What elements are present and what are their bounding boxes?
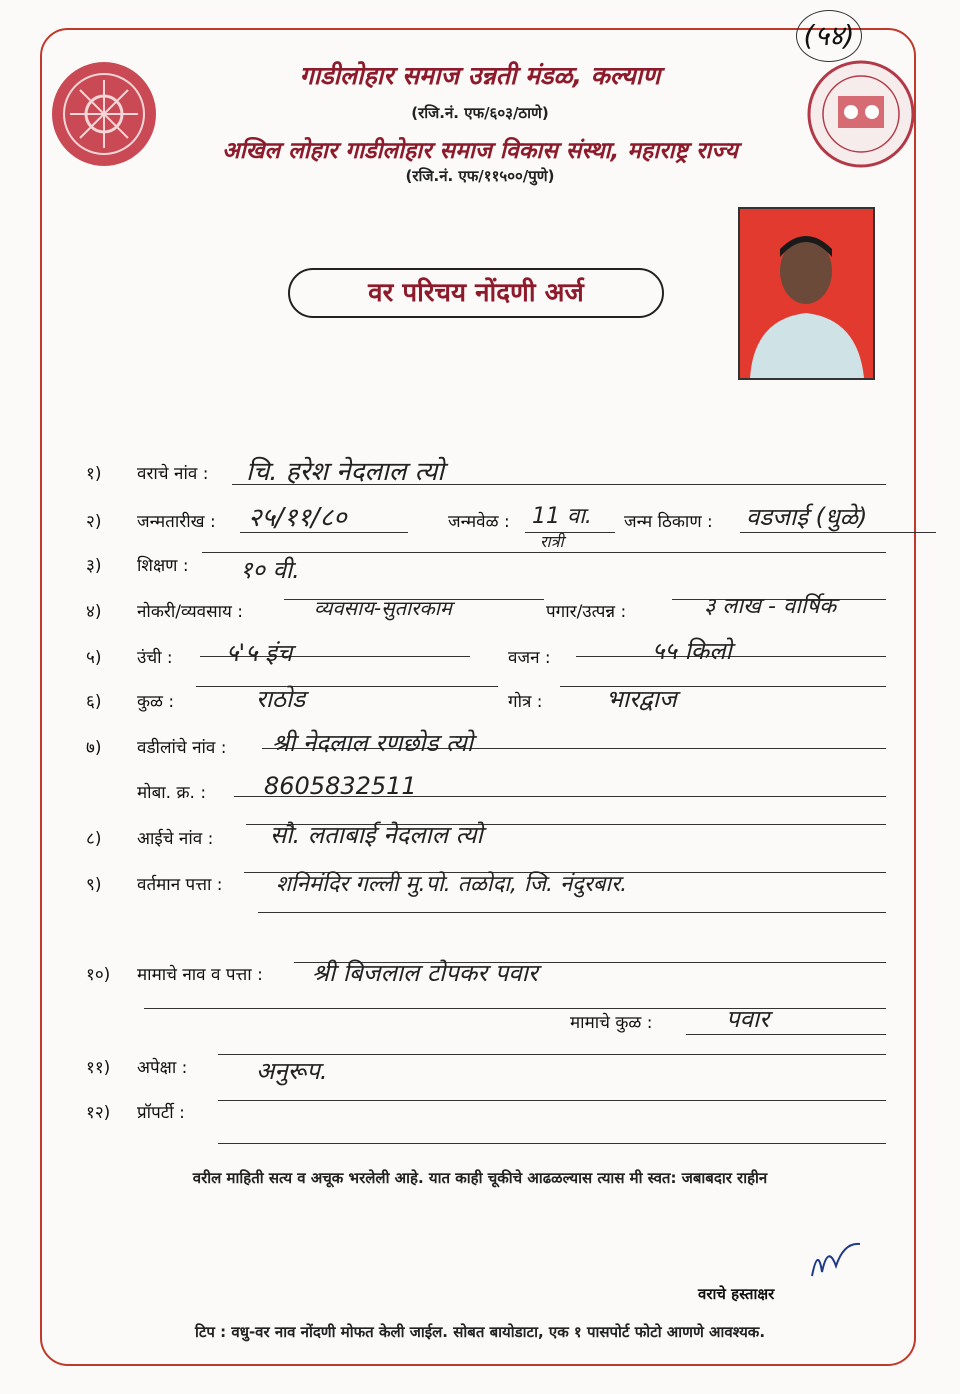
field-4-number: ४) <box>86 602 102 622</box>
birth-place-value: वडजाई (धुळे) <box>746 503 868 531</box>
field-1-number: १) <box>86 464 102 484</box>
birth-date-value: २५/११/८० <box>248 503 347 533</box>
form-title: वर परिचय नोंदणी अर्ज <box>288 268 664 318</box>
field-1-label: वराचे नांव : <box>137 464 209 484</box>
signature-label: वराचे हस्ताक्षर <box>698 1285 775 1303</box>
footer-note: टिप : वधु-वर नाव नोंदणी मोफत केली जाईल. सोबत बायोडाटा, एक १ पासपोर्ट फोटो आणणे आवश्यक. <box>194 1323 766 1341</box>
field-12-line <box>218 1100 886 1101</box>
org-title: गाडीलोहार समाज उन्नती मंडळ, कल्याण <box>299 61 661 90</box>
maternal-uncle-value: श्री बिजलाल टोपकर पवार <box>312 959 538 987</box>
sanstha-title: अखिल लोहार गाडीलोहार समाज विकास संस्था, महाराष्ट्र राज्य <box>222 138 738 164</box>
occupation-value: व्यवसाय-सुतारकाम <box>314 596 452 620</box>
maternal-kul-value: पवार <box>726 1005 770 1033</box>
field-8-number: ८) <box>86 829 102 849</box>
field-11-label: अपेक्षा : <box>137 1058 188 1078</box>
address-value: शनिमंदिर गल्ली मु.पो. तळोदा, जि. नंदुरबार. <box>276 872 628 897</box>
field-6-label: कुळ : <box>137 692 175 712</box>
father-name-value: श्री नेदलाल रणछोड त्यो <box>272 729 474 757</box>
gotra-label: गोत्र : <box>508 692 543 712</box>
person-silhouette-icon <box>740 209 873 378</box>
field-4-label: नोकरी/व्यवसाय : <box>137 602 243 622</box>
birth-place-label: जन्म ठिकाण : <box>624 512 713 532</box>
field-9-label: वर्तमान पत्ता : <box>137 875 223 895</box>
birth-time-value: 11 वा. <box>532 504 592 529</box>
field-5-label: उंची : <box>137 648 173 668</box>
field-2-number: २) <box>86 512 102 532</box>
corner-mark: (५४) <box>796 10 862 62</box>
field-12-line-2 <box>218 1143 886 1144</box>
gotra-value: भारद्वाज <box>606 685 677 713</box>
height-value: ५'५ इंच <box>226 639 293 667</box>
field-10-line-2 <box>144 1008 886 1009</box>
declaration-text: वरील माहिती सत्य व अचूक भरलेली आहे. यात काही चूकीचे आढळल्यास त्यास मी स्वत: जबाबदार राहीन <box>192 1169 768 1187</box>
kul-value: राठोड <box>256 685 306 713</box>
signature-scribble <box>806 1236 866 1282</box>
birth-time-label: जन्मवेळ : <box>448 512 510 532</box>
birth-time-note: रात्री <box>540 532 564 551</box>
field-2-label: जन्मतारीख : <box>137 512 216 532</box>
field-12-label: प्रॉपर्टी : <box>137 1103 185 1123</box>
field-3-line <box>202 552 886 553</box>
field-6-line <box>196 686 498 687</box>
field-10-label: मामाचे नाव व पत्ता : <box>137 965 263 985</box>
field-8-label: आईचे नांव : <box>137 829 214 849</box>
field-9-line-2 <box>258 912 886 913</box>
salary-value: ३ लाख - वार्षिक <box>704 594 837 619</box>
applicant-photo <box>738 207 875 380</box>
maternal-kul-label: मामाचे कुळ : <box>570 1013 653 1033</box>
field-9-number: ९) <box>86 875 102 895</box>
field-3-label: शिक्षण : <box>137 556 189 576</box>
weight-value: ५५ किलो <box>652 637 732 665</box>
mobile-label: मोबा. क्र. : <box>137 783 207 803</box>
maternal-kul-line <box>686 1034 886 1035</box>
field-6-number: ६) <box>86 692 102 712</box>
weight-label: वजन : <box>508 648 551 668</box>
field-3-number: ३) <box>86 556 102 576</box>
education-value: १० वी. <box>240 556 300 584</box>
org-registration: (रजि.नं. एफ/६०३/ठाणे) <box>411 104 549 122</box>
expectation-value: अनुरूप. <box>256 1057 328 1085</box>
field-5-number: ५) <box>86 648 102 668</box>
mother-name-value: सौ. लताबाई नेदलाल त्यो <box>270 821 483 849</box>
field-10-number: १०) <box>86 965 111 985</box>
field-12-number: १२) <box>86 1103 111 1123</box>
groom-name-value: चि. हरेश नेदलाल त्यो <box>246 457 445 487</box>
field-7-label: वडीलांचे नांव : <box>137 738 227 758</box>
field-7-number: ७) <box>86 738 102 758</box>
birth-time-line <box>525 532 615 533</box>
mobile-value: 8605832511 <box>264 772 417 800</box>
field-11-number: ११) <box>86 1058 111 1078</box>
sanstha-registration: (रजि.नं. एफ/११५००/पुणे) <box>405 167 555 185</box>
salary-label: पगार/उत्पन्न : <box>546 602 627 622</box>
